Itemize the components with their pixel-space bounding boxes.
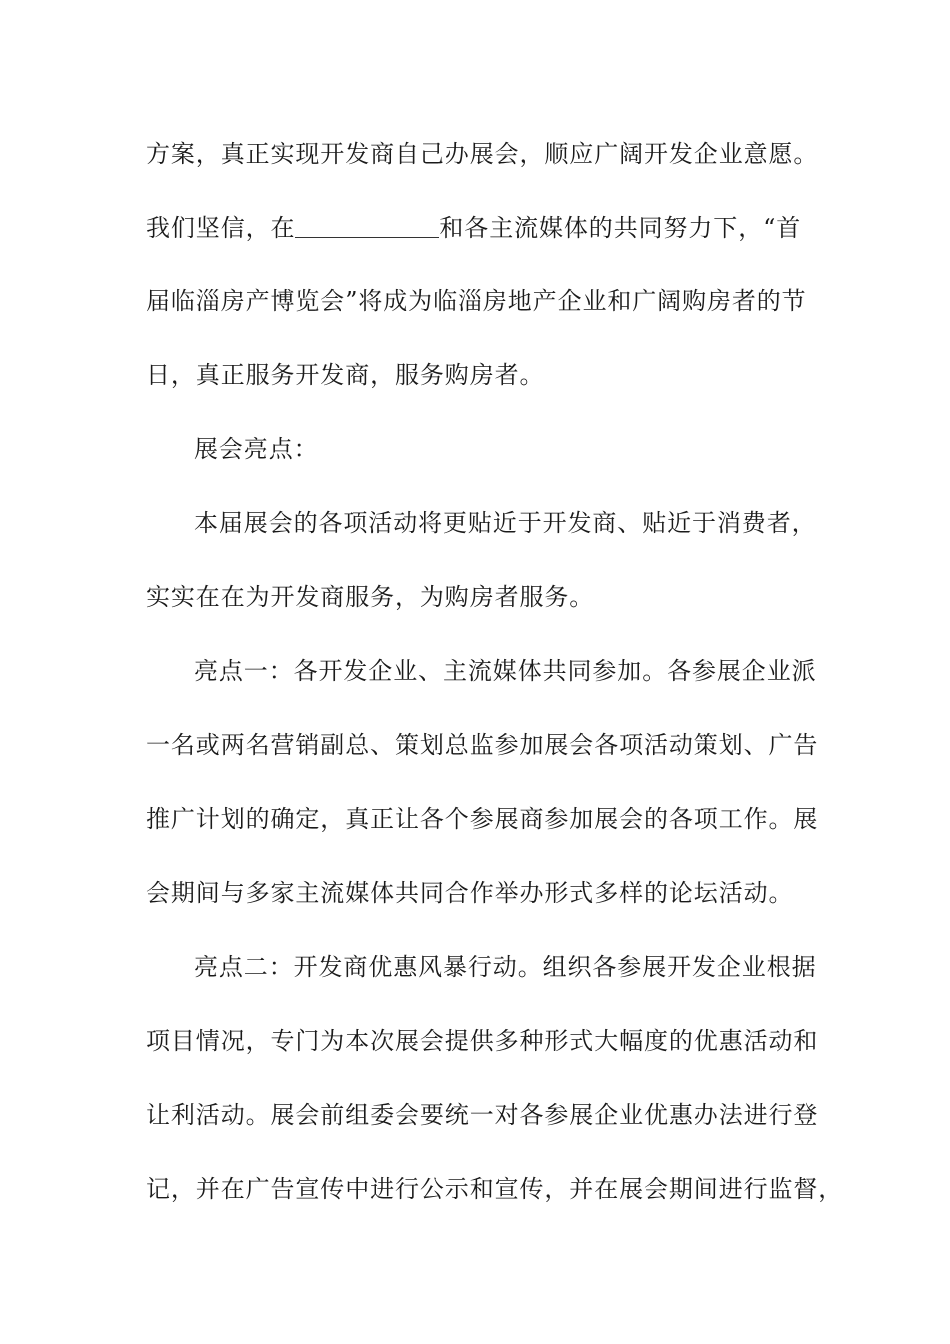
text-line: 让利活动。展会前组委会要统一对各参展企业优惠办法进行登 <box>146 1101 819 1129</box>
text-segment: 和各主流媒体的共同努力下，“首 <box>439 214 802 242</box>
text-line: 会期间与多家主流媒体共同合作举办形式多样的论坛活动。 <box>146 879 794 907</box>
text-line: 亮点一：各开发企业、主流媒体共同参加。各参展企业派 <box>194 657 817 685</box>
text-line: 本届展会的各项活动将更贴近于开发商、贴近于消费者， <box>194 509 817 537</box>
text-line: 届临淄房产博览会”将成为临淄房地产企业和广阔购房者的节 <box>146 287 807 315</box>
text-line: 方案，真正实现开发商自己办展会，顺应广阔开发企业意愿。 <box>146 140 819 168</box>
fill-in-blank <box>295 213 439 238</box>
text-line: 项目情况，专门为本次展会提供多种形式大幅度的优惠活动和 <box>146 1027 819 1055</box>
text-line: 推广计划的确定，真正让各个参展商参加展会的各项工作。展 <box>146 805 819 833</box>
text-line: 日，真正服务开发商，服务购房者。 <box>146 361 545 389</box>
section-heading: 展会亮点： <box>194 435 319 463</box>
text-line: 记，并在广告宣传中进行公示和宣传，并在展会期间进行监督， <box>146 1175 844 1203</box>
text-line: 一名或两名营销副总、策划总监参加展会各项活动策划、广告 <box>146 731 819 759</box>
text-segment: 我们坚信，在 <box>146 214 296 242</box>
text-line: 亮点二：开发商优惠风暴行动。组织各参展开发企业根据 <box>194 953 817 981</box>
text-line <box>146 210 826 246</box>
text-line: 实实在在为开发商服务，为购房者服务。 <box>146 583 595 611</box>
